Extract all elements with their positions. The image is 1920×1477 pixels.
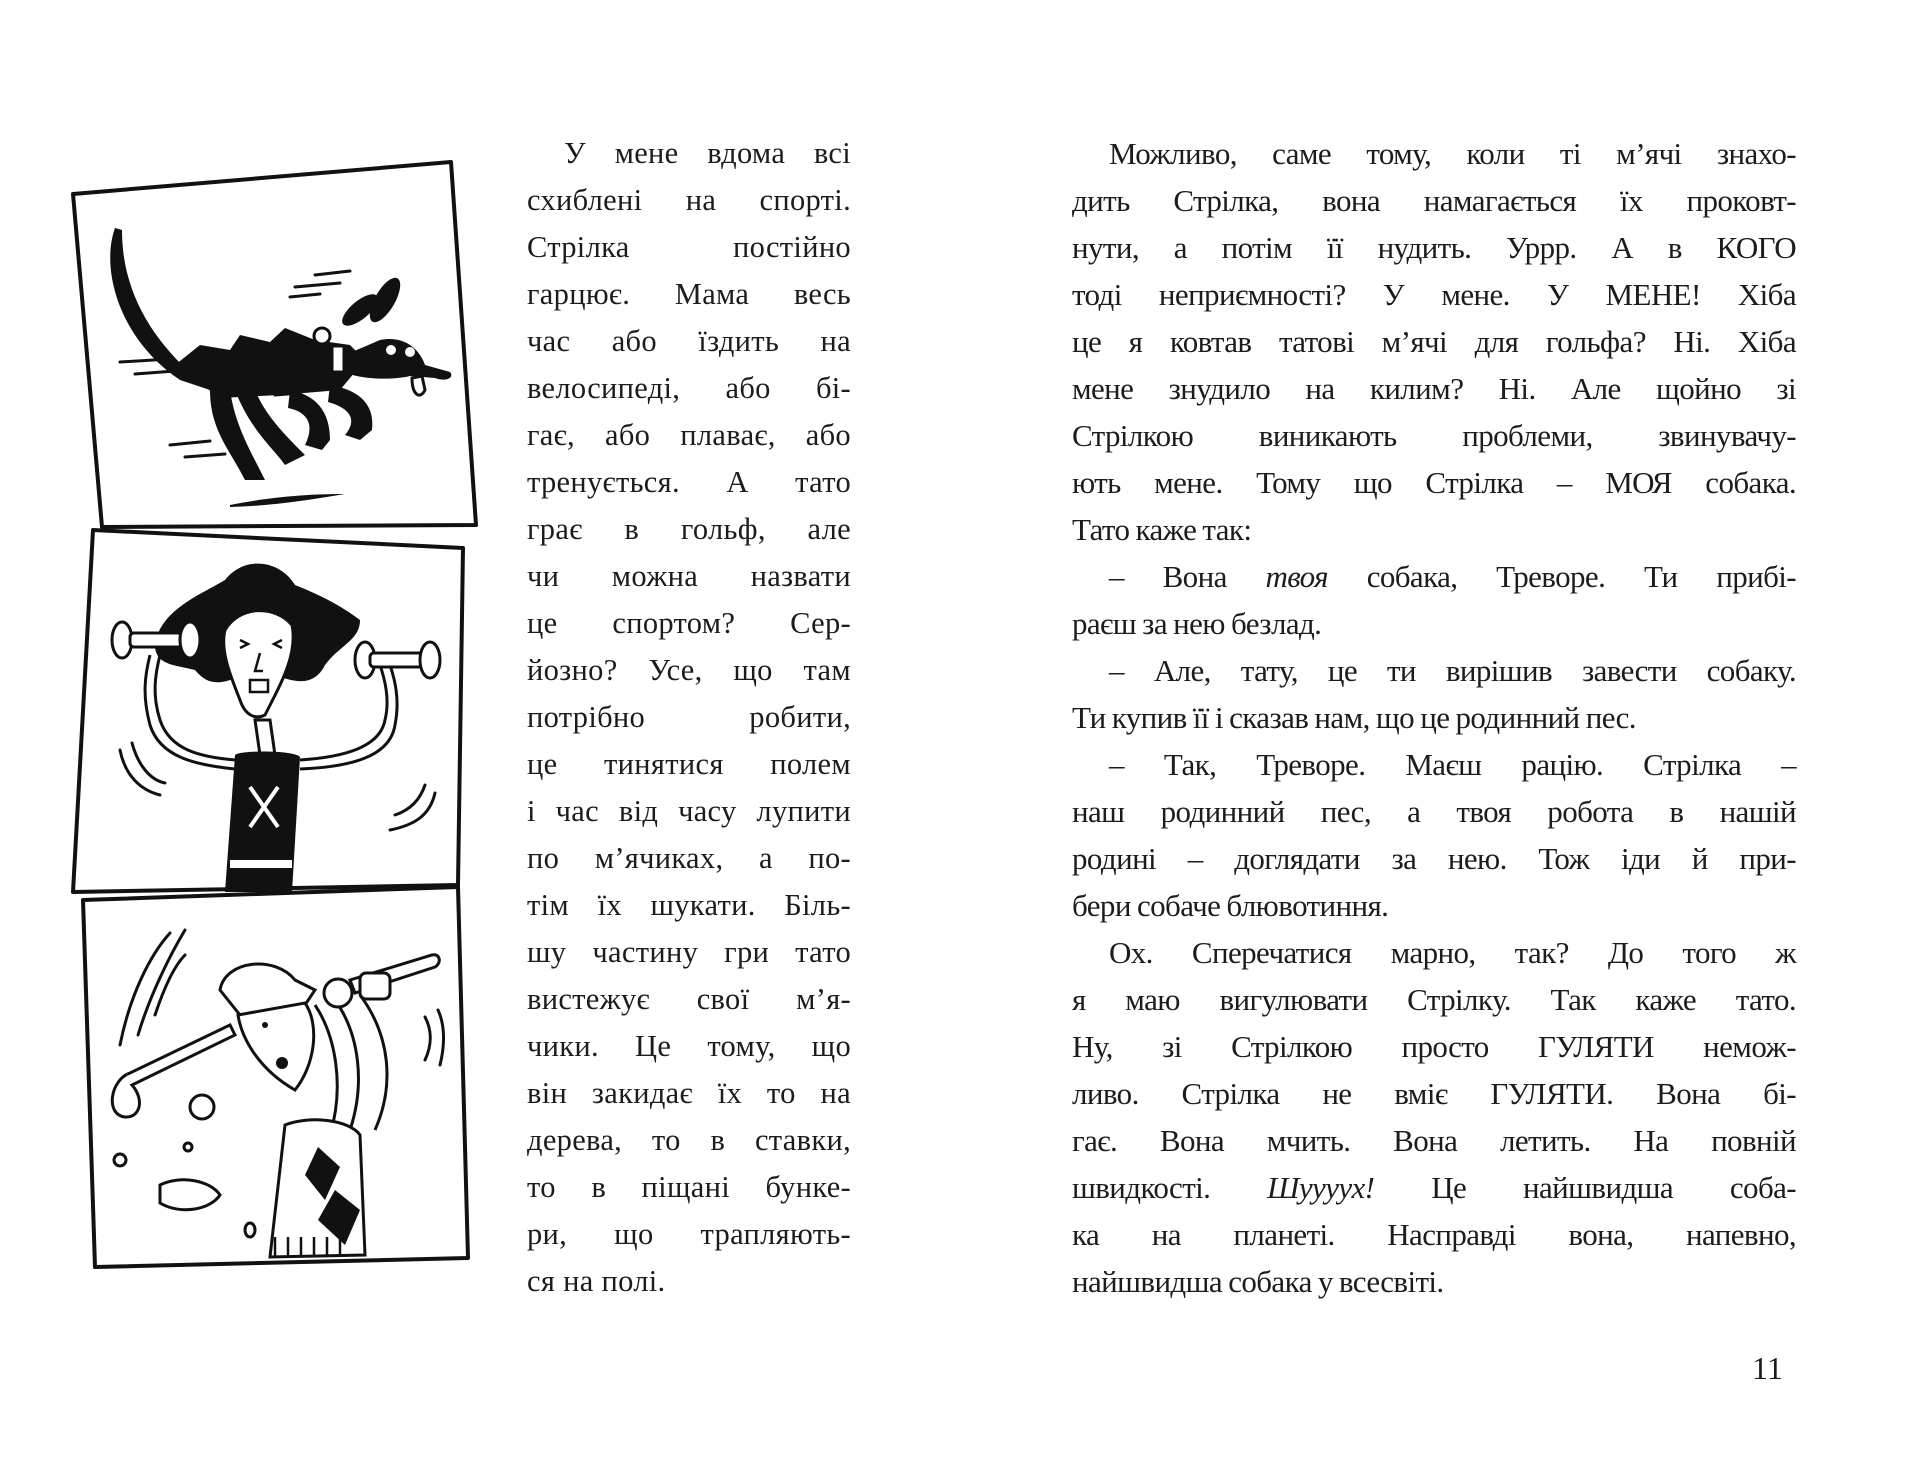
text-line: ють мене. Тому що Стрілка – МОЯ собака.	[1072, 465, 1796, 500]
text-line: раєш за нею безлад.	[1072, 606, 1322, 641]
text-line: Стрілка постійно	[527, 230, 851, 264]
text-line: найшвидша собака у всесвіті.	[1072, 1264, 1444, 1299]
page-number: 11	[1752, 1350, 1783, 1386]
text-segment: швидкості.	[1072, 1170, 1268, 1205]
text-line: йозно? Усе, що там	[527, 653, 851, 687]
text-line: велосипеді, або бі-	[527, 371, 851, 405]
text-line: ка на планеті. Насправді вона, напевно,	[1072, 1217, 1796, 1252]
running-dog-icon	[60, 150, 500, 540]
text-line: чи можна назвати	[527, 559, 851, 593]
text-line: я маю вигулювати Стрілку. Так каже тато.	[1072, 982, 1796, 1017]
text-line: це спортом? Сер-	[527, 606, 851, 640]
text-line: Ну, зі Стрілкою просто ГУЛЯТИ немож-	[1072, 1029, 1796, 1064]
text-line: час або їздить на	[527, 324, 851, 358]
text-line: це я ковтав татові м’ячі для гольфа? Ні. Хіба	[1072, 324, 1796, 359]
text-line: родині – доглядати за нею. Тож іди й при-	[1072, 841, 1796, 876]
illustration-mom-dumbbells	[60, 525, 500, 905]
text-line: дить Стрілка, вона намагається їх проковт-	[1072, 183, 1796, 218]
text-line: – Але, тату, це ти вирішив завести собаку.	[1109, 653, 1796, 688]
golfer-icon	[60, 885, 500, 1275]
text-line: грає в гольф, але	[527, 512, 851, 546]
text-line: гає. Вона мчить. Вона летить. На повній	[1072, 1123, 1796, 1158]
text-line: тоді неприємності? У мене. У МЕНЕ! Хіба	[1072, 277, 1796, 312]
text-line: чики. Це тому, що	[527, 1029, 851, 1063]
text-line: ся на полі.	[527, 1264, 666, 1298]
text-segment: – Вона	[1109, 559, 1266, 594]
text-line: по м’ячиках, а по-	[527, 841, 851, 875]
text-line: ливо. Стрілка не вміє ГУЛЯТИ. Вона бі-	[1072, 1076, 1796, 1111]
text-segment: собака, Треворе. Ти прибі-	[1327, 559, 1796, 594]
illustration-dad-golf	[60, 885, 500, 1275]
illustration-strip	[60, 150, 500, 1280]
text-line: схиблені на спорті.	[527, 183, 851, 217]
text-line: і час від часу лупити	[527, 794, 851, 828]
text-line: гає, або плаває, або	[527, 418, 851, 452]
text-line: Стрілкою виникають проблеми, звинувачу-	[1072, 418, 1796, 453]
text-line: Тато каже так:	[1072, 512, 1252, 547]
text-column-right	[1072, 130, 1796, 1305]
woman-dumbbells-icon	[60, 525, 500, 905]
text-line: тім їх шукати. Біль-	[527, 888, 851, 922]
text-line: ри, що трапляють-	[527, 1217, 851, 1251]
text-line: нути, а потім її нудить. Уррр. А в КОГО	[1072, 230, 1796, 265]
text-line: наш родинний пес, а твоя робота в нашій	[1072, 794, 1796, 829]
text-line: він закидає їх то на	[527, 1076, 851, 1110]
text-line: мене знудило на килим? Ні. Але щойно зі	[1072, 371, 1796, 406]
text-line: вистежує свої м’я-	[527, 982, 851, 1016]
text-line: гарцює. Мама весь	[527, 277, 851, 311]
text-line: потрібно робити,	[527, 700, 851, 734]
text-line: Ох. Сперечатися марно, так? До того ж	[1109, 935, 1796, 970]
text-line	[1072, 553, 1796, 600]
text-line: шу частину гри тато	[527, 935, 851, 969]
text-line: Ти купив її і сказав нам, що це родинний пес.	[1072, 700, 1636, 735]
text-line: дерева, то в ставки,	[527, 1123, 851, 1157]
text-line: – Так, Треворе. Маєш рацію. Стрілка –	[1109, 747, 1796, 782]
text-line: то в піщані бунке-	[527, 1170, 851, 1204]
text-column-left	[527, 130, 851, 1305]
text-line: тренується. А тато	[527, 465, 851, 499]
illustration-running-dog	[60, 150, 500, 540]
text-line: Можливо, саме тому, коли ті м’ячі знахо-	[1109, 136, 1796, 171]
text-line: бери собаче блювотиння.	[1072, 888, 1389, 923]
text-segment: Це найшвидша соба-	[1374, 1170, 1796, 1205]
text-line: це тинятися полем	[527, 747, 851, 781]
emphasis-text: Шууууx!	[1267, 1170, 1375, 1205]
emphasis-text: твоя	[1265, 559, 1328, 594]
text-line: У мене вдома всі	[564, 136, 851, 170]
text-line	[1072, 1164, 1796, 1211]
